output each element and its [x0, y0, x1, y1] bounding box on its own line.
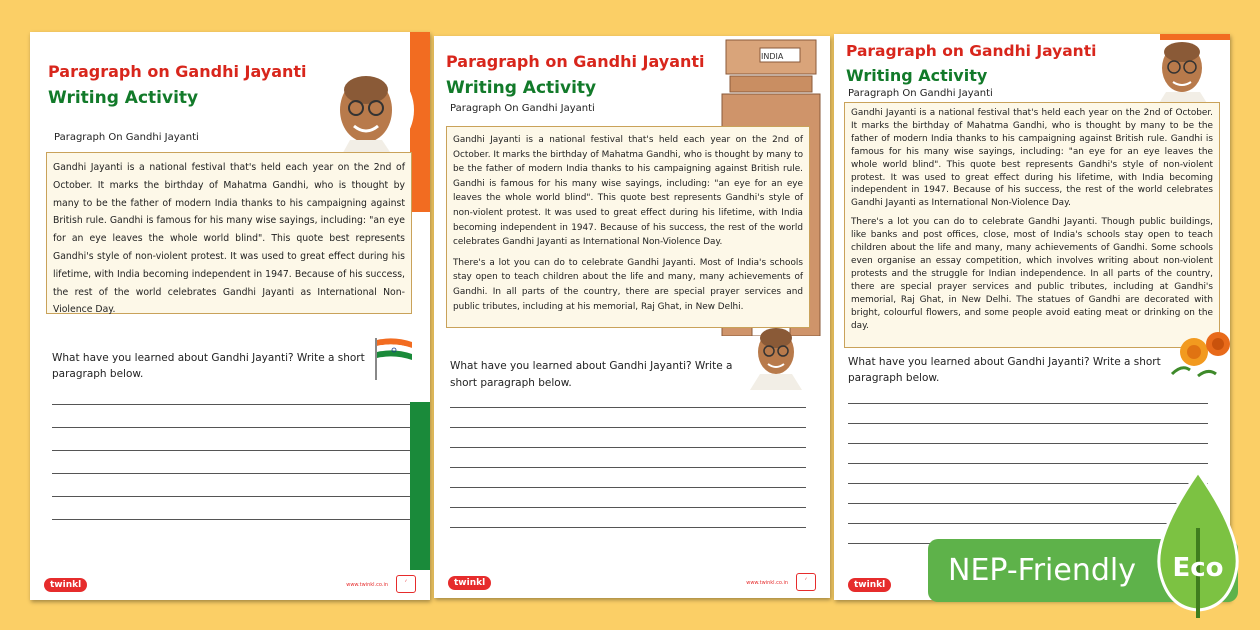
paragraph-text-2: There's a lot you can do to celebrate Gandhi Jayanti. Most of India's schools stay open to teach children about the life and many, many achievements of Gandhi. In all parts of the country, there are special prayer services and public tributes, including at his memorial, Raj Ghat, in New Delhi.: [453, 257, 803, 312]
worksheet-title: Paragraph on Gandhi Jayanti: [446, 52, 705, 71]
indian-flag-icon: [374, 336, 414, 380]
twinkl-logo: twinkl: [44, 578, 87, 592]
writing-lines[interactable]: [52, 382, 410, 520]
eco-label: Eco: [1172, 553, 1224, 583]
writing-question: What have you learned about Gandhi Jayanti? Write a short paragraph below.: [450, 360, 733, 389]
paragraph-subtitle: Paragraph On Gandhi Jayanti: [450, 103, 595, 114]
writing-lines[interactable]: [450, 388, 806, 528]
paragraph-box: [46, 152, 412, 314]
footer: [434, 568, 830, 598]
footer: [30, 570, 430, 600]
worksheet-1: [30, 32, 430, 600]
worksheet-title: Paragraph on Gandhi Jayanti: [846, 42, 1097, 60]
eco-leaf-icon: [1148, 468, 1248, 618]
gate-inscription: INDIA: [761, 52, 784, 61]
gandhi-portrait-icon: [1144, 36, 1224, 108]
paragraph-text: Gandhi Jayanti is a national festival that's held each year on the 2nd of October. It marks the birthday of Mahatma Gandhi, who is thought by many to be the father of modern India thanks to his campaigning against British rule. Gandhi is famous for his many wise sayings, including: "an eye for an eye leaves the whole world blind". This quote best represents Gandhi's style of non-violent protest. It was used to great effect during his lifetime, with India becoming independent in 1947. Because of his success, the rest of the world celebrates Gandhi Jayanti as International Non-Violence Day.: [53, 162, 405, 316]
footer-site: www.twinkl.co.in: [346, 582, 388, 588]
activity-title: Writing Activity: [48, 88, 199, 108]
footer-site: www.twinkl.co.in: [746, 580, 788, 586]
worksheet-2: [434, 36, 830, 598]
paragraph-box: [446, 126, 810, 328]
quality-badge-icon: ✓: [396, 575, 416, 593]
twinkl-logo: twinkl: [448, 576, 491, 590]
nep-friendly-label: NEP-Friendly: [948, 553, 1136, 588]
marigold-flowers-icon: [1168, 324, 1230, 388]
writing-question: What have you learned about Gandhi Jayanti? Write a short paragraph below.: [52, 352, 365, 380]
activity-title: Writing Activity: [846, 66, 988, 85]
activity-title: Writing Activity: [446, 78, 597, 98]
gandhi-portrait-icon: [320, 62, 416, 158]
paragraph-text-1: Gandhi Jayanti is a national festival that's held each year on the 2nd of October. It marks the birthday of Mahatma Gandhi, who is thought by many to be the father of modern India thanks to his campaigning against British rule. Gandhi is famous for his many wise sayings, including: "an eye for an eye leaves the whole world blind". This quote best represents Gandhi's style of non-violent protest. It was used to great effect during his lifetime, with India becoming independent in 1947. Because of his success, the rest of the world celebrates Gandhi Jayanti as International Non-Violence Day.: [453, 135, 803, 248]
writing-question: What have you learned about Gandhi Jayanti? Write a short paragraph below.: [848, 356, 1161, 384]
paragraph-text-2: There's a lot you can do to celebrate Gandhi Jayanti. Though public buildings, like banks and post offices, close, most of India's schools stay open to teach children about the life and many, many achievements of Gandhi. Some schools even organise an essay competition, which involves writing about non-violent protests and the struggle for Indian independence. In all parts of the country, there are special prayer services and public tributes, including at Gandhi's memorial, Raj Ghat, in New Delhi. The statues of Gandhi are decorated with bright, colourful flowers, and some people avoid eating meat or drinking on the day.: [851, 217, 1213, 331]
paragraph-box: [844, 102, 1220, 348]
twinkl-logo: twinkl: [848, 578, 891, 592]
paragraph-text-1: Gandhi Jayanti is a national festival that's held each year on the 2nd of October. It marks the birthday of Mahatma Gandhi, who is thought by many to be the father of modern India thanks to his campaigning against British rule. Gandhi is famous for his many wise sayings, including: "an eye for an eye leaves the whole world blind". This quote best represents Gandhi's style of non-violent protest. It was used to great effect during his lifetime, with India becoming independent in 1947. Because of his success, the rest of the world celebrates Gandhi Jayanti as International Non-Violence Day.: [851, 108, 1213, 209]
worksheet-title: Paragraph on Gandhi Jayanti: [48, 62, 307, 81]
gandhi-portrait-icon: [734, 320, 818, 390]
paragraph-subtitle: Paragraph On Gandhi Jayanti: [54, 132, 199, 143]
quality-badge-icon: ✓: [796, 573, 816, 591]
paragraph-subtitle: Paragraph On Gandhi Jayanti: [848, 88, 993, 99]
